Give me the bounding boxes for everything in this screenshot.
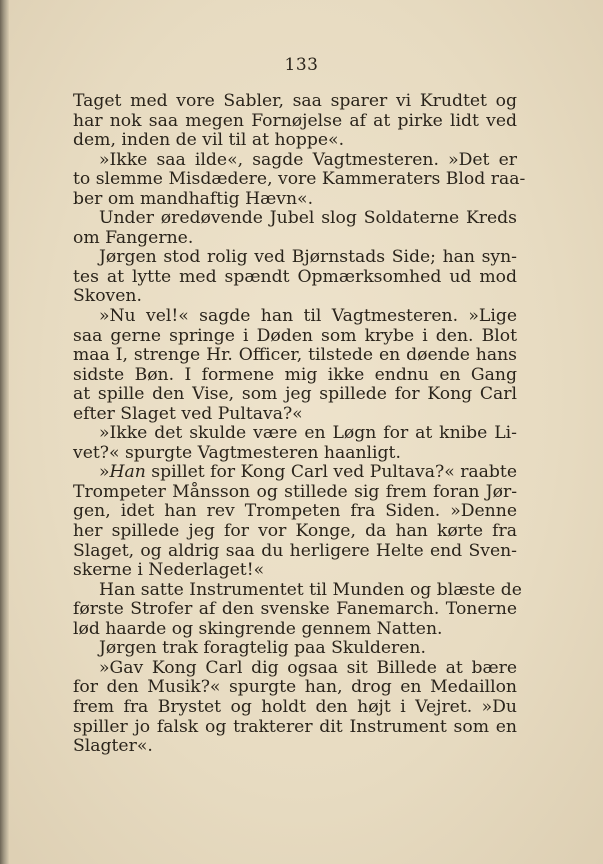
text-line: her spillede jeg for vor Konge, da han kørte fra [73, 521, 517, 542]
text-line: Jørgen trak foragtelig paa Skulderen. [99, 638, 426, 659]
text-line: lød haarde og skingrende gennem Natten. [73, 618, 443, 639]
text-line: »Nu vel!« sagde han til Vagtmesteren. »Lige [99, 306, 517, 327]
text-line: Skoven. [73, 286, 142, 307]
text-line: efter Slaget ved Pultava?« [73, 403, 303, 424]
text-line: tes at lytte med spændt Opmærksomhed ud mod [73, 266, 517, 287]
text-line: gen, idet han rev Trompeten fra Siden. »Denne [73, 501, 517, 522]
text-line: »Han spillet for Kong Carl ved Pultava?« raabte [99, 462, 517, 483]
text-line: om Fangerne. [73, 227, 194, 248]
text-line: Taget med vore Sabler, saa sparer vi Krudtet og [73, 91, 517, 111]
text-line: dem, inden de vil til at hoppe«. [73, 130, 345, 151]
body-text [73, 91, 526, 757]
text-line: ber om mandhaftig Hævn«. [73, 188, 314, 209]
page-gutter-shadow [0, 0, 9, 864]
text-line: Trompeter Månsson og stillede sig frem foran Jør- [73, 481, 517, 502]
text-line: har nok saa megen Fornøjelse af at pirke lidt ved [73, 110, 517, 131]
text-line: første Strofer af den svenske Fanemarch. Tonerne [73, 599, 517, 620]
text-line: frem fra Brystet og holdt den højt i Vejret. »Du [73, 696, 517, 717]
text-line: »Gav Kong Carl dig ogsaa sit Billede at bære [99, 657, 517, 678]
text-line: sidste Bøn. I formene mig ikke endnu en Gang [73, 364, 517, 385]
text-line: to slemme Misdædere, vore Kammeraters Blod raa- [73, 169, 526, 190]
text-line: Under øredøvende Jubel slog Soldaterne Kreds [99, 208, 517, 229]
text-line: maa I, strenge Hr. Officer, tilstede en døende hans [73, 345, 517, 366]
text-line: Han satte Instrumentet til Munden og blæste de [99, 579, 522, 600]
text-line: Jørgen stod rolig ved Bjørnstads Side; han syn- [99, 247, 517, 268]
text-line: »Ikke saa ilde«, sagde Vagtmesteren. »Det er [99, 149, 517, 170]
text-line: spiller jo falsk og trakterer dit Instrument som en [73, 716, 517, 737]
text-line: vet?« spurgte Vagtmesteren haanligt. [73, 442, 401, 463]
page-number: 133 [284, 55, 319, 75]
text-line: Slaget, og aldrig saa du herligere Helte end Sven- [73, 540, 517, 561]
text-line: at spille den Vise, som jeg spillede for Kong Carl [73, 384, 517, 405]
text-line: »Ikke det skulde være en Løgn for at knibe Li- [99, 423, 517, 444]
text-line: for den Musik?« spurgte han, drog en Medaillon [73, 677, 517, 698]
text-line: Slagter«. [73, 736, 153, 757]
text-line: saa gerne springe i Døden som krybe i den. Blot [73, 325, 517, 346]
text-line: skerne i Nederlaget!« [73, 560, 265, 581]
